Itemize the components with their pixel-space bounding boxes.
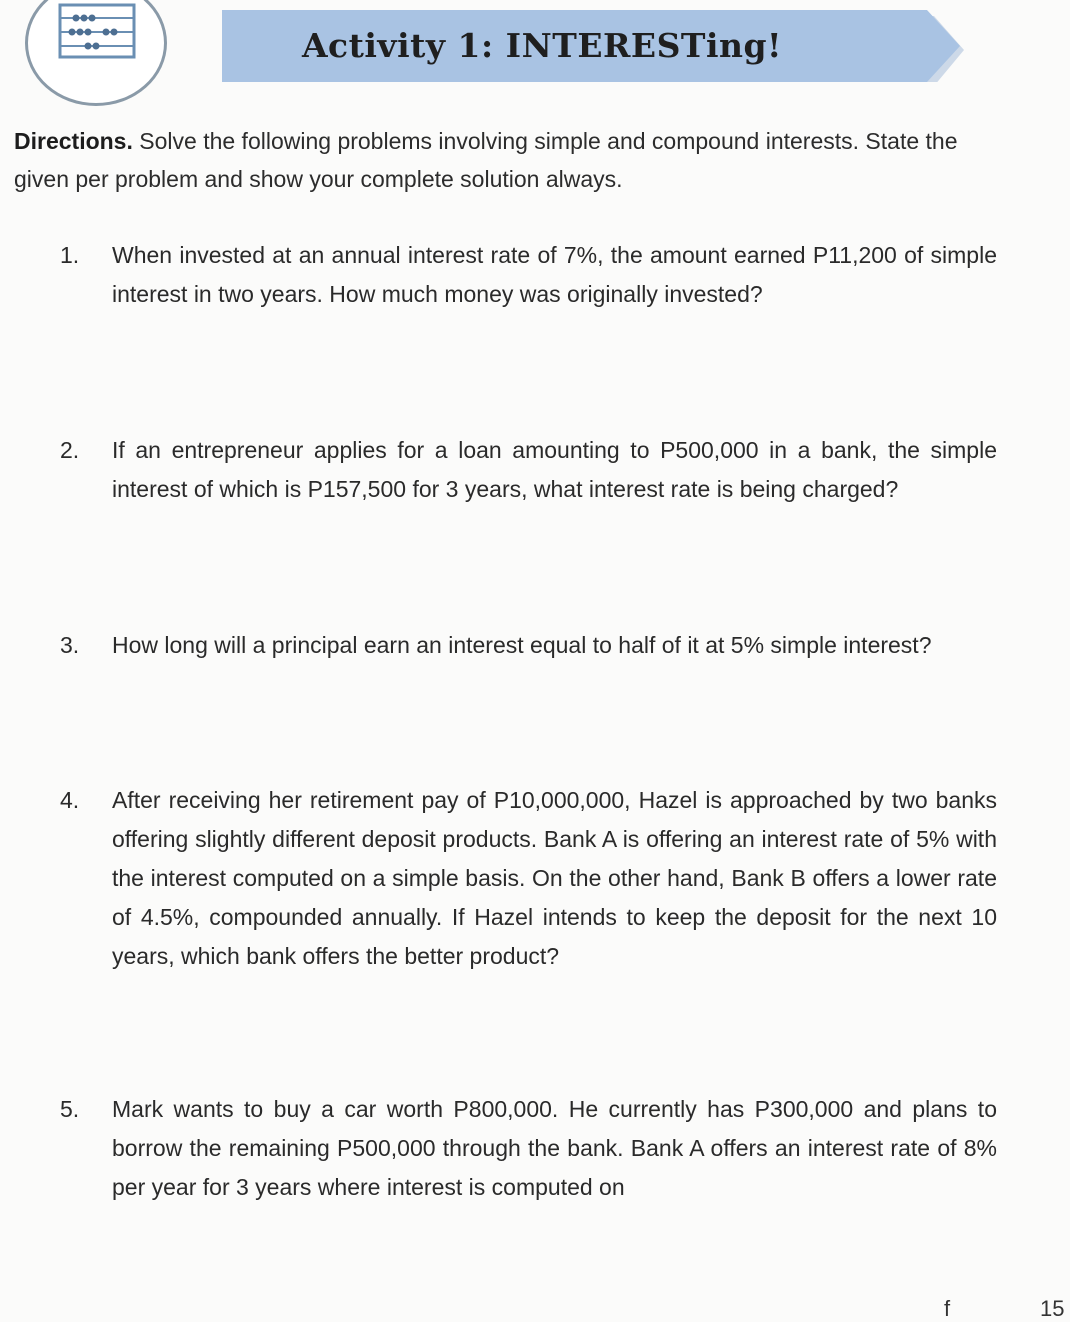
footer-mark: f: [944, 1296, 951, 1321]
abacus-icon: [58, 3, 136, 59]
directions-text: Solve the following problems involving simple and compound interests. State the given per problem and show your complete solution always.: [14, 128, 958, 192]
activity-title: Activity 1: INTERESTing!: [301, 26, 783, 65]
problem-text: How long will a principal earn an interest equal to half of it at 5% simple interest?: [112, 632, 932, 658]
problem-text: If an entrepreneur applies for a loan amounting to P500,000 in a bank, the simple interest of which is P157,500 for 3 years, what interest rate is being charged?: [112, 437, 997, 502]
page-number: 15: [1040, 1296, 1065, 1321]
problem-number: 2.: [60, 437, 80, 463]
problem-item: [60, 1090, 1000, 1210]
header-icon-circle: [25, 0, 167, 106]
problem-number: 4.: [60, 787, 80, 813]
problem-item: [60, 236, 1000, 356]
problem-item: [60, 626, 1000, 706]
problem-item: [60, 431, 1000, 551]
problem-number: 5.: [60, 1096, 80, 1122]
problem-number: 3.: [60, 632, 80, 658]
problem-number: 1.: [60, 242, 80, 268]
problem-text: After receiving her retirement pay of P10,000,000, Hazel is approached by two banks offering slightly different deposit products. Bank A is offering an interest rate of 5% with the interest computed on a simple basis. On the other hand, Bank B offers a lower rate of 4.5%, compounded annually. If Hazel intends to keep the deposit for the next 10 years, which bank offers the better product?: [112, 787, 997, 969]
directions-paragraph: [14, 122, 1014, 198]
problem-text: Mark wants to buy a car worth P800,000. He currently has P300,000 and plans to borrow the remaining P500,000 through the bank. Bank A offers an interest rate of 8% per year for 3 years where interest is computed on: [112, 1096, 997, 1200]
directions-label: Directions.: [14, 128, 133, 154]
problem-item: [60, 781, 1000, 1021]
problem-text: When invested at an annual interest rate of 7%, the amount earned P11,200 of simple interest in two years. How much money was originally invested?: [112, 242, 997, 307]
activity-banner: [222, 10, 967, 82]
